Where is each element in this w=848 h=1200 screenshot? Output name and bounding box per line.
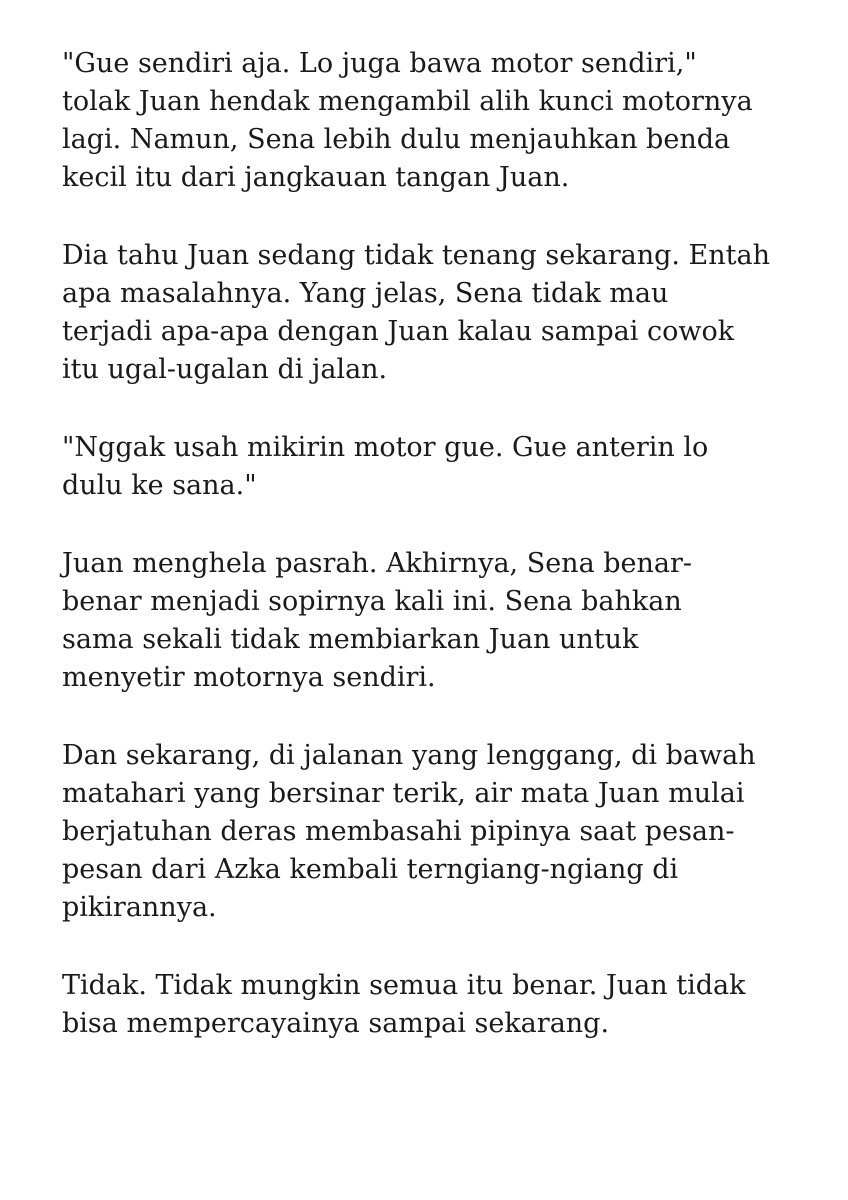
text-line: pikirannya. <box>62 892 217 923</box>
text-line: berjatuhan deras membasahi pipinya saat pesan- <box>62 816 735 847</box>
paragraph-4 <box>62 545 802 697</box>
paragraph-3 <box>62 429 802 505</box>
text-line: "Nggak usah mikirin motor gue. Gue anterin lo <box>62 432 709 463</box>
text-line: lagi. Namun, Sena lebih dulu menjauhkan benda <box>62 124 731 155</box>
paragraph-2 <box>62 237 802 389</box>
text-line: terjadi apa-apa dengan Juan kalau sampai cowok <box>62 316 735 347</box>
text-line: kecil itu dari jangkauan tangan Juan. <box>62 162 570 193</box>
text-line: Dan sekarang, di jalanan yang lenggang, di bawah <box>62 740 756 771</box>
text-line: menyetir motornya sendiri. <box>62 662 436 693</box>
text-line: matahari yang bersinar terik, air mata Juan mulai <box>62 778 745 809</box>
text-line: "Gue sendiri aja. Lo juga bawa motor sendiri," <box>62 48 697 79</box>
paragraph-5 <box>62 737 802 927</box>
text-line: Juan menghela pasrah. Akhirnya, Sena benar- <box>62 548 693 579</box>
text-line: bisa mempercayainya sampai sekarang. <box>62 1008 610 1039</box>
text-line: dulu ke sana." <box>62 470 257 501</box>
text-line: sama sekali tidak membiarkan Juan untuk <box>62 624 639 655</box>
story-text <box>62 45 802 1083</box>
paragraph-1 <box>62 45 802 197</box>
text-line: itu ugal-ugalan di jalan. <box>62 354 388 385</box>
paragraph-6 <box>62 967 802 1043</box>
text-line: tolak Juan hendak mengambil alih kunci motornya <box>62 86 753 117</box>
text-line: benar menjadi sopirnya kali ini. Sena bahkan <box>62 586 682 617</box>
text-line: Tidak. Tidak mungkin semua itu benar. Juan tidak <box>62 970 746 1001</box>
text-line: Dia tahu Juan sedang tidak tenang sekarang. Entah <box>62 240 770 271</box>
text-line: apa masalahnya. Yang jelas, Sena tidak mau <box>62 278 669 309</box>
text-line: pesan dari Azka kembali terngiang-ngiang di <box>62 854 679 885</box>
